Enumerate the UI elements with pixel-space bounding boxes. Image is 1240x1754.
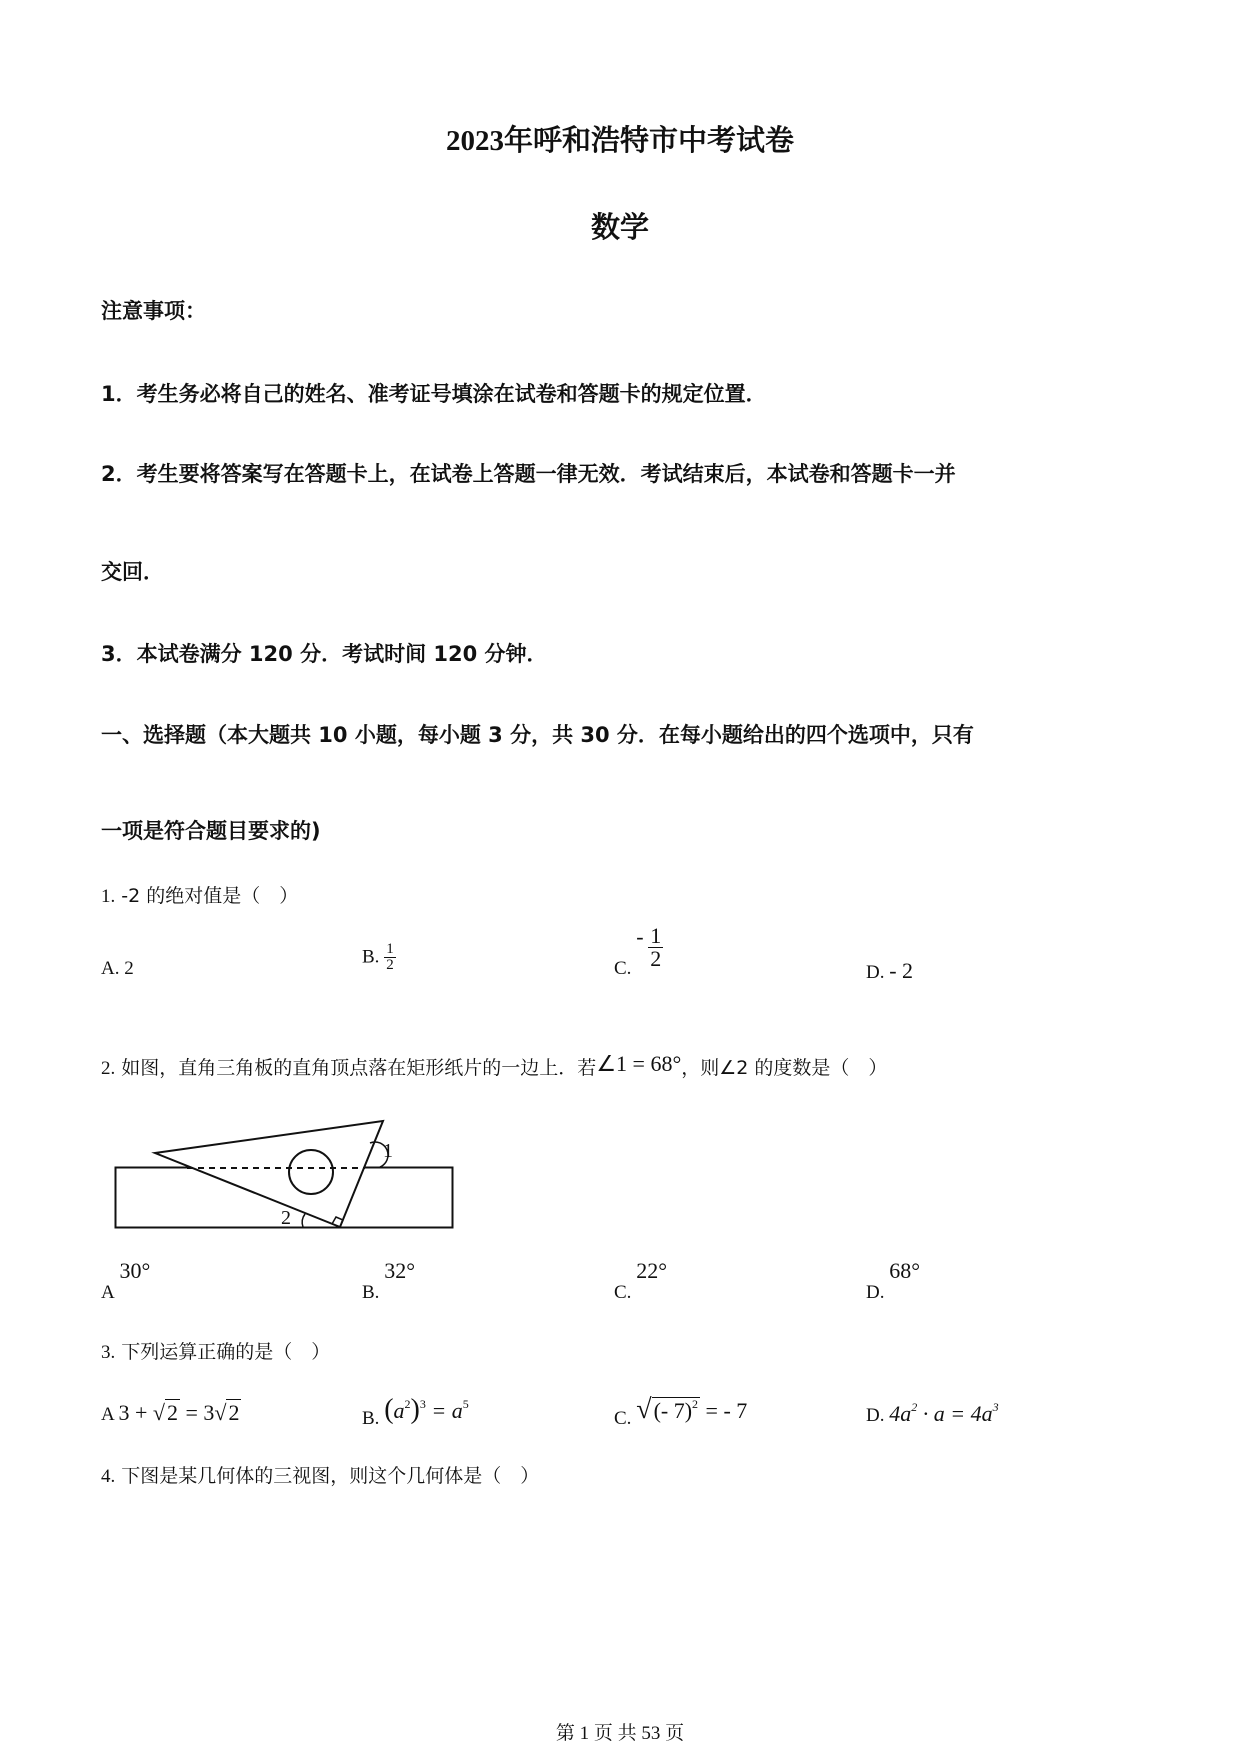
page-footer: 第 1 页 共 53 页 [555, 1723, 685, 1744]
angle-2-arc [302, 1214, 305, 1227]
option-label: A [101, 1282, 115, 1303]
exponent: 2 [911, 1400, 918, 1414]
q3-option-d[interactable] [866, 1400, 999, 1427]
q2-option-b[interactable] [362, 1258, 415, 1304]
radicand: 2 [166, 1400, 178, 1425]
option-expression: $(a^2)^3 = a^5$ [384, 1394, 469, 1425]
denominator: 2 [386, 957, 394, 973]
question-number: 3. [101, 1342, 116, 1363]
option-label: D. [866, 1405, 885, 1426]
question-stem: 下列运算正确的是（ ） [121, 1341, 331, 1363]
q3-option-c[interactable] [614, 1394, 747, 1430]
option-expression [889, 1401, 998, 1426]
radicand: (- 7) [653, 1398, 693, 1423]
question-1 [101, 881, 298, 908]
q1-option-b[interactable] [362, 942, 396, 973]
numerator: 1 [650, 923, 662, 949]
option-label: C. [614, 958, 632, 979]
question-stem: -2 的绝对值是（ ） [121, 885, 299, 907]
option-value: 68° [889, 1258, 921, 1283]
note-item-1: 1．考生务必将自己的姓名、准考证号填涂在试卷和答题卡的规定位置． [101, 382, 767, 406]
title-year: 2023 [445, 125, 504, 157]
q3-option-a[interactable] [101, 1400, 241, 1426]
fraction [648, 925, 663, 970]
notes-heading: 注意事项： [101, 299, 206, 323]
question-number: 2. [101, 1058, 116, 1079]
q3-option-b[interactable] [362, 1394, 469, 1430]
note-item-2: 2．考生要将答案写在答题卡上，在试卷上答题一律无效．考试结束后，本试卷和答题卡一并 [101, 462, 956, 486]
option-value: 32° [384, 1258, 415, 1283]
option-label: B. [362, 1408, 380, 1429]
exponent: 3 [992, 1400, 999, 1414]
angle-2-label: 2 [281, 1207, 291, 1229]
title-text: 年呼和浩特市中考试卷 [503, 123, 794, 157]
option-value: 30° [119, 1258, 151, 1283]
expr-mid: = 3 [179, 1400, 215, 1425]
exponent: 2 [692, 1397, 699, 1411]
section-heading-cont: 一项是符合题目要求的) [101, 819, 321, 843]
minus-sign: - [636, 924, 644, 949]
right-triangle [155, 1121, 383, 1227]
note-item-3: 3．本试卷满分 120 分．考试时间 120 分钟． [101, 642, 548, 666]
option-value: 22° [636, 1258, 667, 1283]
option-label: C. [614, 1408, 632, 1429]
option-expression: 3 + √2 = 3√2 [118, 1400, 240, 1425]
expr-lhs: 4a [889, 1401, 912, 1426]
question-stem: 下图是某几何体的三视图，则这个几何体是（ ） [121, 1465, 540, 1487]
q1-option-c[interactable] [614, 924, 663, 980]
option-label: D. [866, 962, 885, 983]
radicand: 2 [228, 1400, 240, 1425]
q1-option-a[interactable] [101, 958, 134, 980]
question-3 [101, 1337, 330, 1364]
option-label: A. [101, 958, 120, 979]
q2-option-c[interactable] [614, 1258, 667, 1304]
question-4 [101, 1461, 539, 1488]
q1-option-d[interactable] [866, 958, 913, 984]
expr-rhs: = a [425, 1398, 463, 1423]
exponent: 5 [462, 1397, 469, 1411]
exam-title [0, 118, 1240, 159]
triangle-rectangle-figure [100, 1100, 460, 1240]
question-2 [101, 1051, 887, 1080]
angle-condition: ∠1 = 68° [596, 1051, 682, 1076]
option-label: A [101, 1404, 114, 1425]
denominator: 2 [650, 946, 662, 972]
option-expression: √(- 7)$^2$ = - 7 [636, 1394, 748, 1425]
expr-rhs: = - 7 [700, 1398, 748, 1423]
option-label: B. [362, 946, 380, 968]
radical-body [652, 1397, 700, 1423]
expr-lhs: 3 + [118, 1400, 153, 1425]
option-value: - 2 [889, 958, 914, 983]
question-number: 4. [101, 1466, 116, 1487]
fraction [384, 942, 396, 973]
exponent: 3 [419, 1397, 426, 1411]
option-label: B. [362, 1282, 380, 1303]
subject-title: 数学 [590, 210, 649, 244]
section-heading: 一、选择题（本大题共 10 小题，每小题 3 分，共 30 分．在每小题给出的四个选项中，只有 [101, 723, 974, 747]
question-number: 1. [101, 886, 116, 907]
option-label: C. [614, 1282, 632, 1303]
angle-1-label: 1 [383, 1140, 393, 1162]
q2-option-a[interactable] [101, 1258, 150, 1304]
base: a [393, 1398, 405, 1423]
q2-option-d[interactable] [866, 1258, 920, 1304]
expr-mid: · a = 4a [917, 1401, 993, 1426]
exponent: 2 [404, 1397, 411, 1411]
option-value: 2 [124, 958, 134, 979]
note-item-2-cont: 交回． [101, 560, 164, 584]
question-stem: 如图，直角三角板的直角顶点落在矩形纸片的一边上．若 [121, 1057, 597, 1079]
option-label: D. [866, 1282, 885, 1303]
question-stem-end: ，则∠2 的度数是（ ） [681, 1057, 888, 1079]
numerator: 1 [386, 941, 394, 957]
